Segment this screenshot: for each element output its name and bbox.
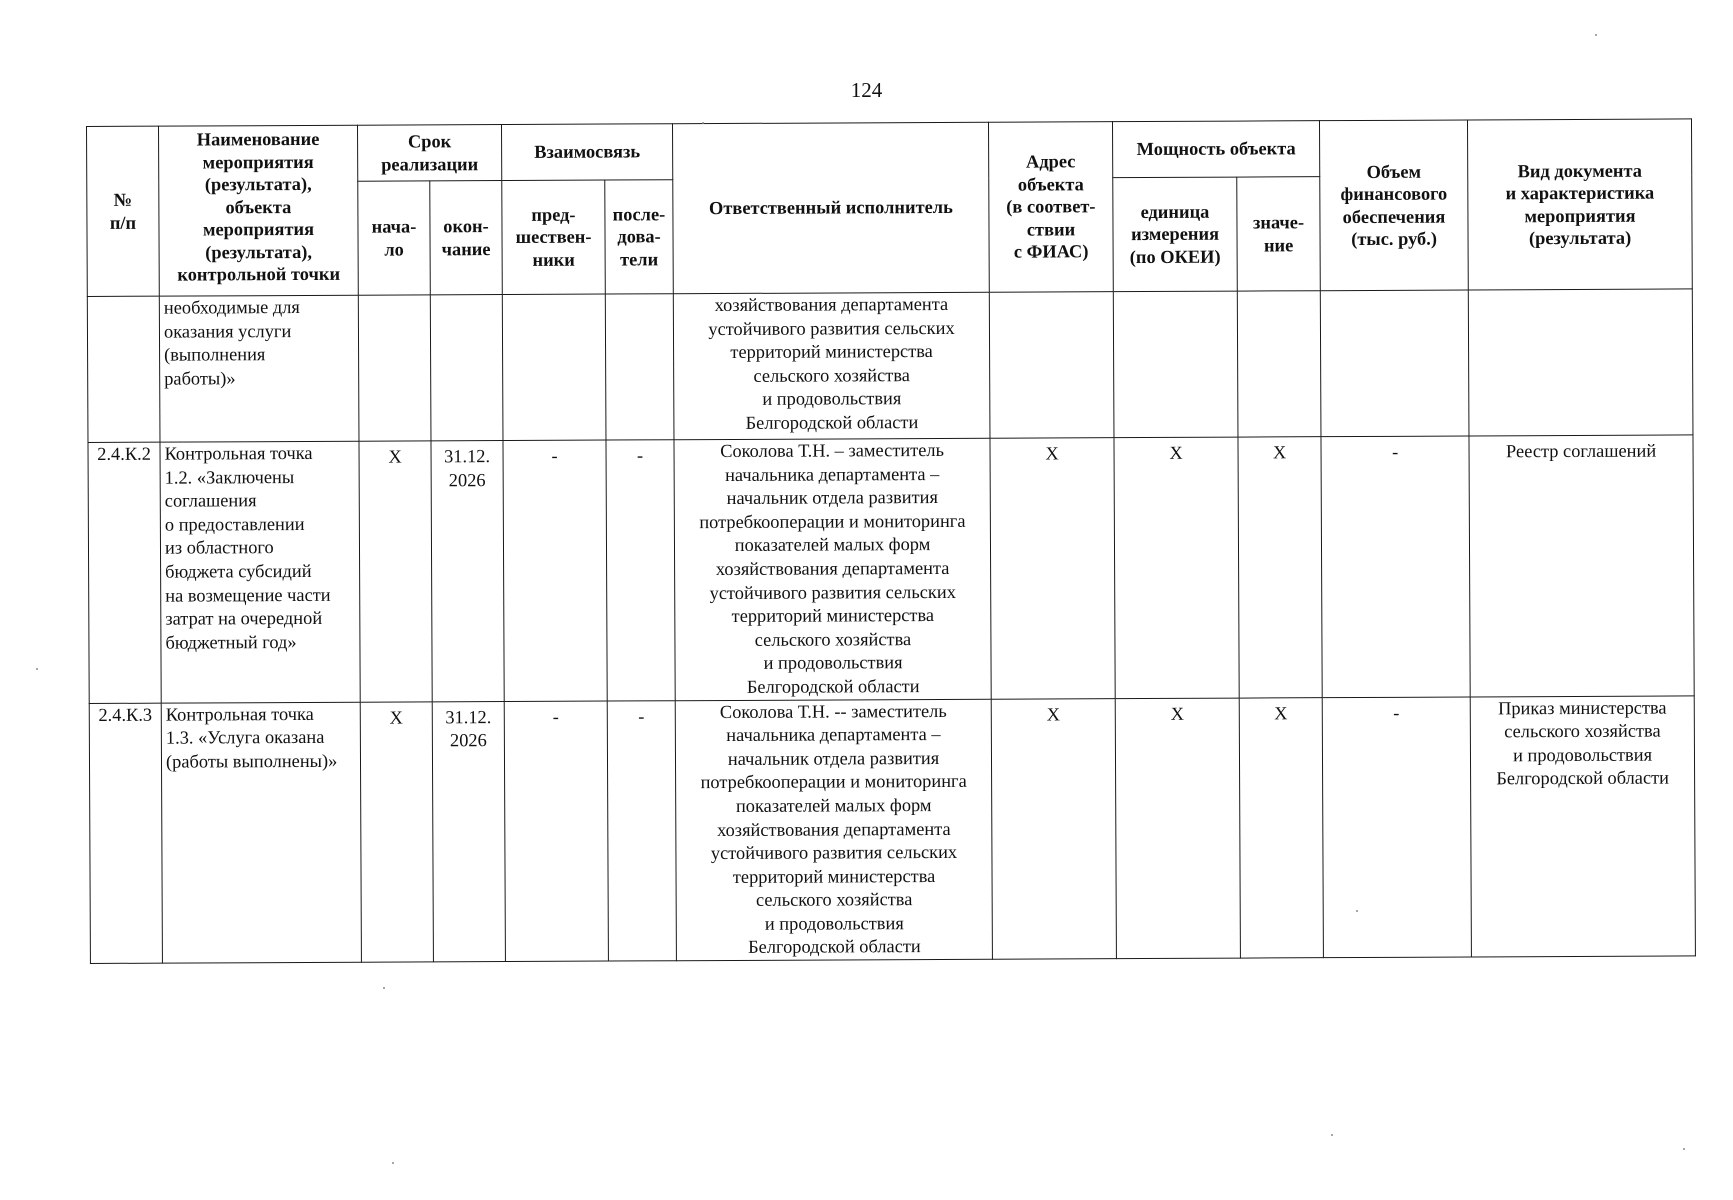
- table-row: [88, 435, 1694, 703]
- header-responsible: Ответственный исполнитель: [673, 122, 990, 293]
- cell-start: Х: [360, 701, 433, 962]
- scan-speck: [1595, 34, 1597, 36]
- cell-address: Х: [990, 438, 1115, 699]
- cell-responsible: Соколова Т.Н. – заместитель начальника департамента – начальник отдела развития потребкооперации и мониторинга показателей малых форм хозяйствования департамента устойчивого развития сельских территорий министерства сельского хозяйства и продовольствия Белгородской области: [674, 438, 991, 700]
- cell-doc: [1468, 289, 1693, 436]
- cell-end: 31.12. 2026: [432, 701, 505, 962]
- cell-responsible: Соколова Т.Н. -- заместитель начальника департамента – начальник отдела развития потребкооперации и мониторинга показателей малых форм хозяйствования департамента устойчивого развития сельских территорий министерства сельского хозяйства и продовольствия Белгородской области: [675, 699, 992, 961]
- header-capacity-value: значе- ние: [1237, 177, 1321, 291]
- header-address: Адрес объекта (в соответ- ствии с ФИАС): [989, 122, 1114, 293]
- table-header: [87, 119, 1693, 297]
- header-finance: Объем финансового обеспечения (тыс. руб.): [1320, 120, 1469, 291]
- cell-address: [989, 292, 1114, 439]
- cell-address: Х: [991, 698, 1116, 959]
- cell-finance: -: [1321, 436, 1470, 697]
- scan-speck: [702, 122, 704, 124]
- header-relation-next: после- дова- тели: [605, 180, 674, 294]
- header-relation: Взаимосвязь: [502, 124, 673, 181]
- cell-next: -: [606, 440, 675, 701]
- cell-value: Х: [1238, 437, 1322, 698]
- header-name: Наименование мероприятия (результата), объекта мероприятия (результата), контрольной точки: [159, 125, 359, 296]
- cell-number: 2.4.К.3: [89, 703, 162, 964]
- cell-number: 2.4.К.2: [88, 442, 161, 703]
- cell-doc: Приказ министерства сельского хозяйства и продовольствия Белгородской области: [1470, 695, 1695, 957]
- cell-name: Контрольная точка 1.3. «Услуга оказана (работы выполнены)»: [161, 702, 361, 963]
- header-doc-type: Вид документа и характеристика мероприятия (результата): [1468, 119, 1693, 290]
- cell-value: [1237, 291, 1321, 437]
- cell-prev: [502, 294, 606, 440]
- cell-end: [430, 295, 503, 441]
- header-number: № п/п: [87, 126, 160, 296]
- cell-unit: Х: [1115, 698, 1240, 959]
- scan-speck: [383, 987, 385, 989]
- cell-start: [358, 295, 431, 441]
- cell-start: Х: [359, 441, 432, 702]
- scan-speck: [392, 1162, 394, 1164]
- header-term: Срок реализации: [357, 125, 501, 182]
- table-row: [87, 289, 1693, 443]
- page-number: 124: [850, 78, 883, 102]
- cell-name: необходимые для оказания услуги (выполнения работы)»: [159, 295, 359, 442]
- header-relation-prev: пред- шествен- ники: [502, 180, 606, 294]
- header-capacity: Мощность объекта: [1113, 121, 1320, 178]
- cell-name: Контрольная точка 1.2. «Заключены соглашения о предоставлении из областного бюджета субсидий на возмещение части затрат на очередной бюджетный год»: [160, 441, 360, 702]
- table-row: [89, 695, 1695, 963]
- document-sheet: [86, 118, 1696, 964]
- plan-table: [86, 118, 1696, 964]
- header-capacity-unit: единица измерения (по ОКЕИ): [1113, 177, 1238, 292]
- cell-responsible: хозяйствования департамента устойчивого развития сельских территорий министерства сельского хозяйства и продовольствия Белгородской области: [673, 292, 990, 439]
- cell-unit: Х: [1114, 437, 1239, 698]
- cell-finance: -: [1322, 697, 1471, 958]
- scan-speck: [1356, 910, 1358, 912]
- scan-speck: [1683, 1148, 1685, 1150]
- scan-speck: [1331, 1134, 1333, 1136]
- cell-doc: Реестр соглашений: [1469, 435, 1694, 697]
- cell-unit: [1113, 291, 1238, 438]
- cell-value: Х: [1239, 697, 1323, 958]
- cell-number: [87, 296, 160, 442]
- cell-prev: -: [504, 701, 608, 962]
- scan-speck: [36, 668, 38, 670]
- cell-finance: [1320, 290, 1469, 437]
- table-body: [87, 289, 1695, 964]
- header-term-start: нача- ло: [358, 181, 431, 295]
- cell-prev: -: [503, 440, 607, 701]
- cell-next: -: [607, 700, 676, 961]
- header-term-end: окон- чание: [430, 181, 503, 295]
- cell-end: 31.12. 2026: [431, 441, 504, 702]
- cell-next: [605, 294, 674, 440]
